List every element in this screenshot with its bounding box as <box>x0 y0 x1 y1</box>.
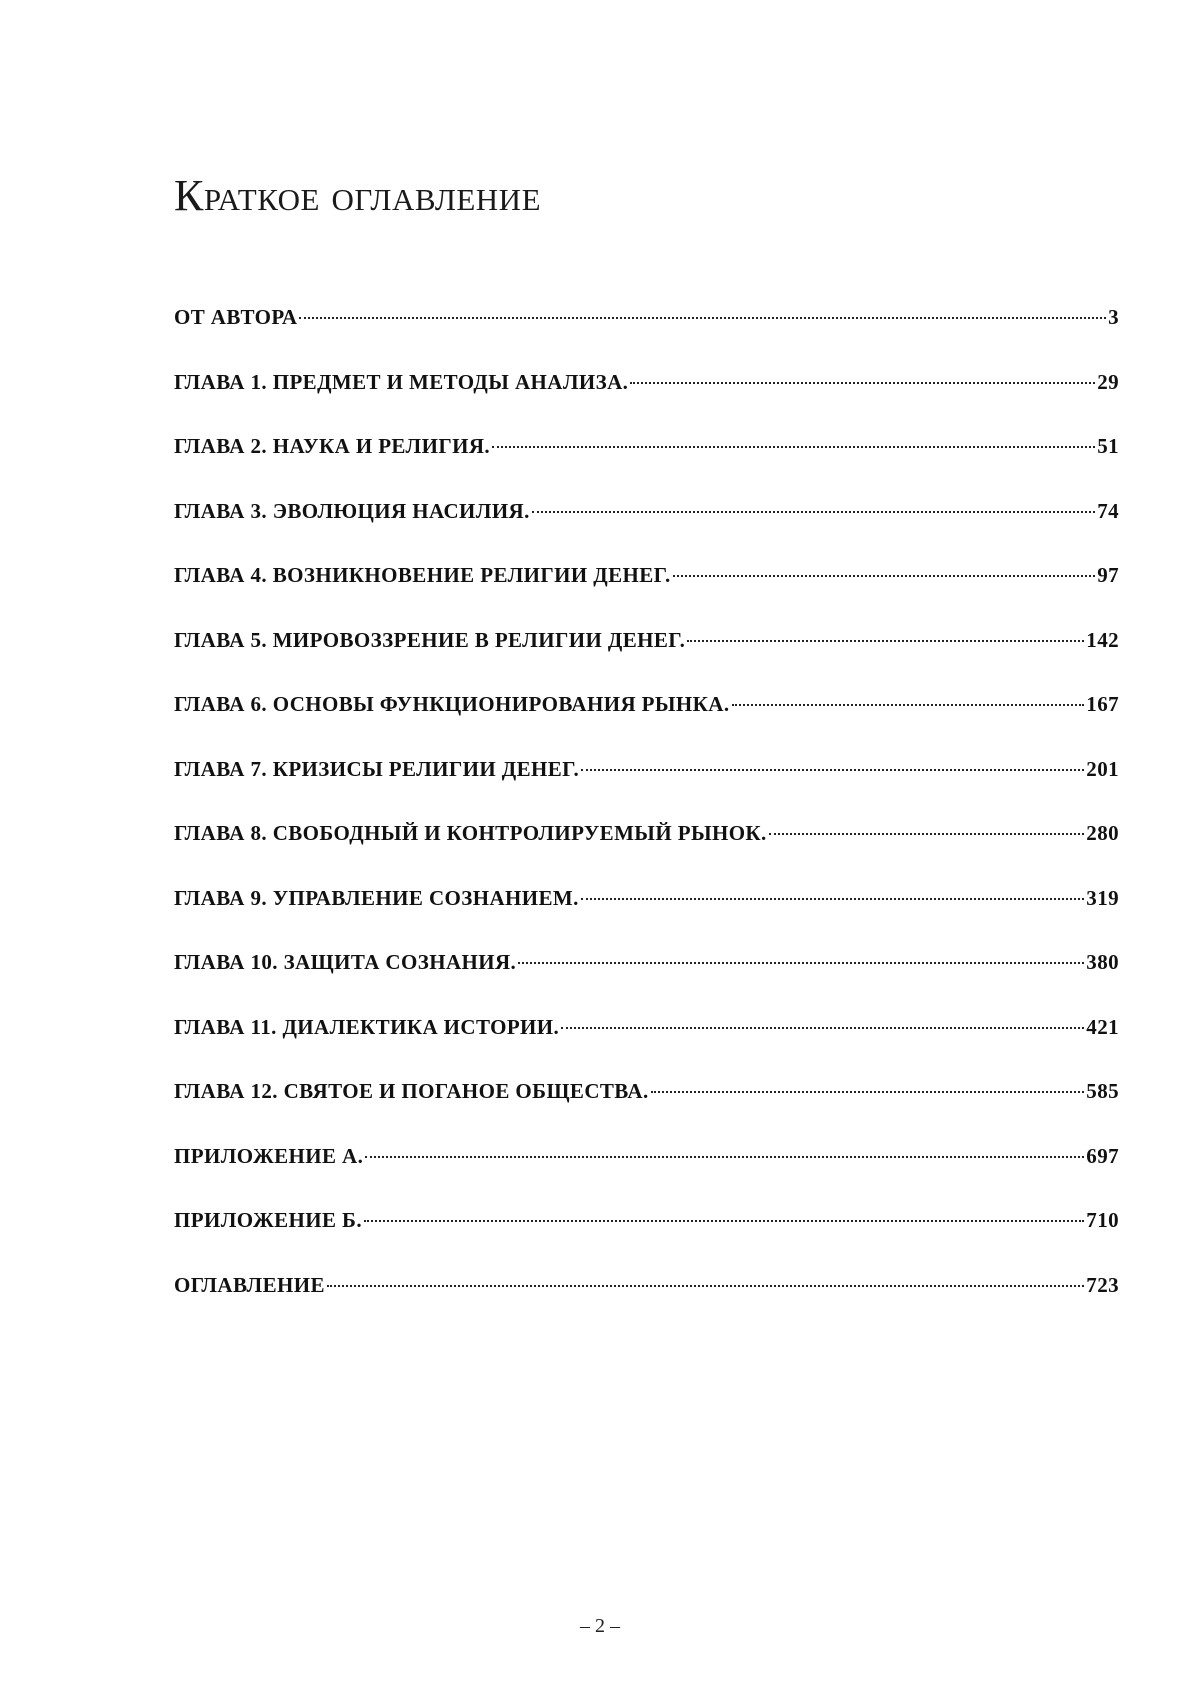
toc-entry[interactable] <box>174 1012 1119 1077</box>
toc-entry-page: 421 <box>1086 1014 1119 1039</box>
toc-entry[interactable] <box>174 1141 1119 1206</box>
toc-entry[interactable] <box>174 1076 1119 1141</box>
toc-entry-page: 3 <box>1108 305 1119 329</box>
toc-entry-label: ГЛАВА 4. ВОЗНИКНОВЕНИЕ РЕЛИГИИ ДЕНЕГ. <box>174 563 671 587</box>
toc-dot-leader <box>364 1220 1084 1222</box>
toc-dot-leader <box>769 833 1085 835</box>
toc-entry-page: 201 <box>1086 756 1119 781</box>
toc-entry[interactable] <box>174 689 1119 754</box>
toc-entry[interactable] <box>174 367 1119 432</box>
toc-entry[interactable] <box>174 883 1119 948</box>
toc-entry-page: 710 <box>1086 1208 1119 1232</box>
toc-dot-leader <box>518 962 1084 964</box>
toc-dot-leader <box>630 382 1095 384</box>
toc-dot-leader <box>673 575 1095 577</box>
toc-entry-page: 51 <box>1097 434 1119 458</box>
toc-dot-leader <box>532 511 1095 513</box>
toc-entry-page: 74 <box>1097 498 1119 523</box>
toc-dot-leader <box>299 317 1106 319</box>
toc-entry-page: 723 <box>1086 1272 1119 1297</box>
toc-entry-page: 97 <box>1097 563 1119 587</box>
toc-dot-leader <box>687 640 1084 642</box>
toc-entry-label: ГЛАВА 10. ЗАЩИТА СОЗНАНИЯ. <box>174 950 517 974</box>
toc-dot-leader <box>492 446 1095 448</box>
toc-entry-label: ГЛАВА 12. СВЯТОЕ И ПОГАНОЕ ОБЩЕСТВА. <box>174 1079 649 1103</box>
toc-entry-page: 142 <box>1086 627 1119 652</box>
page-number: – 2 – <box>580 1615 620 1637</box>
toc-entry[interactable] <box>174 947 1119 1012</box>
toc-entry[interactable] <box>174 754 1119 819</box>
toc-entry-page: 697 <box>1086 1143 1119 1168</box>
toc-entry-label: ГЛАВА 11. ДИАЛЕКТИКА ИСТОРИИ. <box>174 1014 560 1039</box>
toc-entry-label: ГЛАВА 2. НАУКА И РЕЛИГИЯ. <box>174 434 491 458</box>
toc-dot-leader <box>561 1027 1084 1029</box>
toc-entry-page: 167 <box>1086 692 1119 716</box>
toc-entry[interactable] <box>174 431 1119 496</box>
toc-dot-leader <box>365 1156 1084 1158</box>
toc-entry-label: ГЛАВА 1. ПРЕДМЕТ И МЕТОДЫ АНАЛИЗА. <box>174 369 629 394</box>
toc-dot-leader <box>327 1285 1084 1287</box>
page-title: Краткое оглавление <box>174 171 542 220</box>
toc-entry-label: ГЛАВА 5. МИРОВОЗЗРЕНИЕ В РЕЛИГИИ ДЕНЕГ. <box>174 627 686 652</box>
toc-entry-page: 319 <box>1086 885 1119 910</box>
toc-entry-page: 585 <box>1086 1079 1119 1103</box>
toc-entry-label: ПРИЛОЖЕНИЕ Б. <box>174 1208 362 1232</box>
toc-entry-label: ГЛАВА 3. ЭВОЛЮЦИЯ НАСИЛИЯ. <box>174 498 530 523</box>
toc-entry[interactable] <box>174 1270 1119 1335</box>
toc-entry-page: 280 <box>1086 821 1119 845</box>
toc-dot-leader <box>581 769 1084 771</box>
toc-dot-leader <box>732 704 1085 706</box>
toc-entry-label: ОТ АВТОРА <box>174 305 298 329</box>
toc-entry[interactable] <box>174 496 1119 561</box>
toc-entry-label: ГЛАВА 7. КРИЗИСЫ РЕЛИГИИ ДЕНЕГ. <box>174 756 580 781</box>
toc-entry-label: ОГЛАВЛЕНИЕ <box>174 1272 325 1297</box>
toc-dot-leader <box>651 1091 1085 1093</box>
toc-entry-label: ГЛАВА 9. УПРАВЛЕНИЕ СОЗНАНИЕМ. <box>174 885 579 910</box>
toc-entry[interactable] <box>174 560 1119 625</box>
toc-entry[interactable] <box>174 625 1119 690</box>
toc-dot-leader <box>581 898 1085 900</box>
toc-entry[interactable] <box>174 818 1119 883</box>
toc-entry-page: 380 <box>1086 950 1119 974</box>
toc-entry[interactable] <box>174 1205 1119 1270</box>
toc-entry-page: 29 <box>1097 369 1119 394</box>
toc-entry-label: ГЛАВА 8. СВОБОДНЫЙ И КОНТРОЛИРУЕМЫЙ РЫНОК. <box>174 821 767 845</box>
toc-entry-label: ПРИЛОЖЕНИЕ А. <box>174 1143 364 1168</box>
table-of-contents <box>174 302 1119 1334</box>
toc-entry[interactable] <box>174 302 1119 367</box>
toc-entry-label: ГЛАВА 6. ОСНОВЫ ФУНКЦИОНИРОВАНИЯ РЫНКА. <box>174 692 730 716</box>
